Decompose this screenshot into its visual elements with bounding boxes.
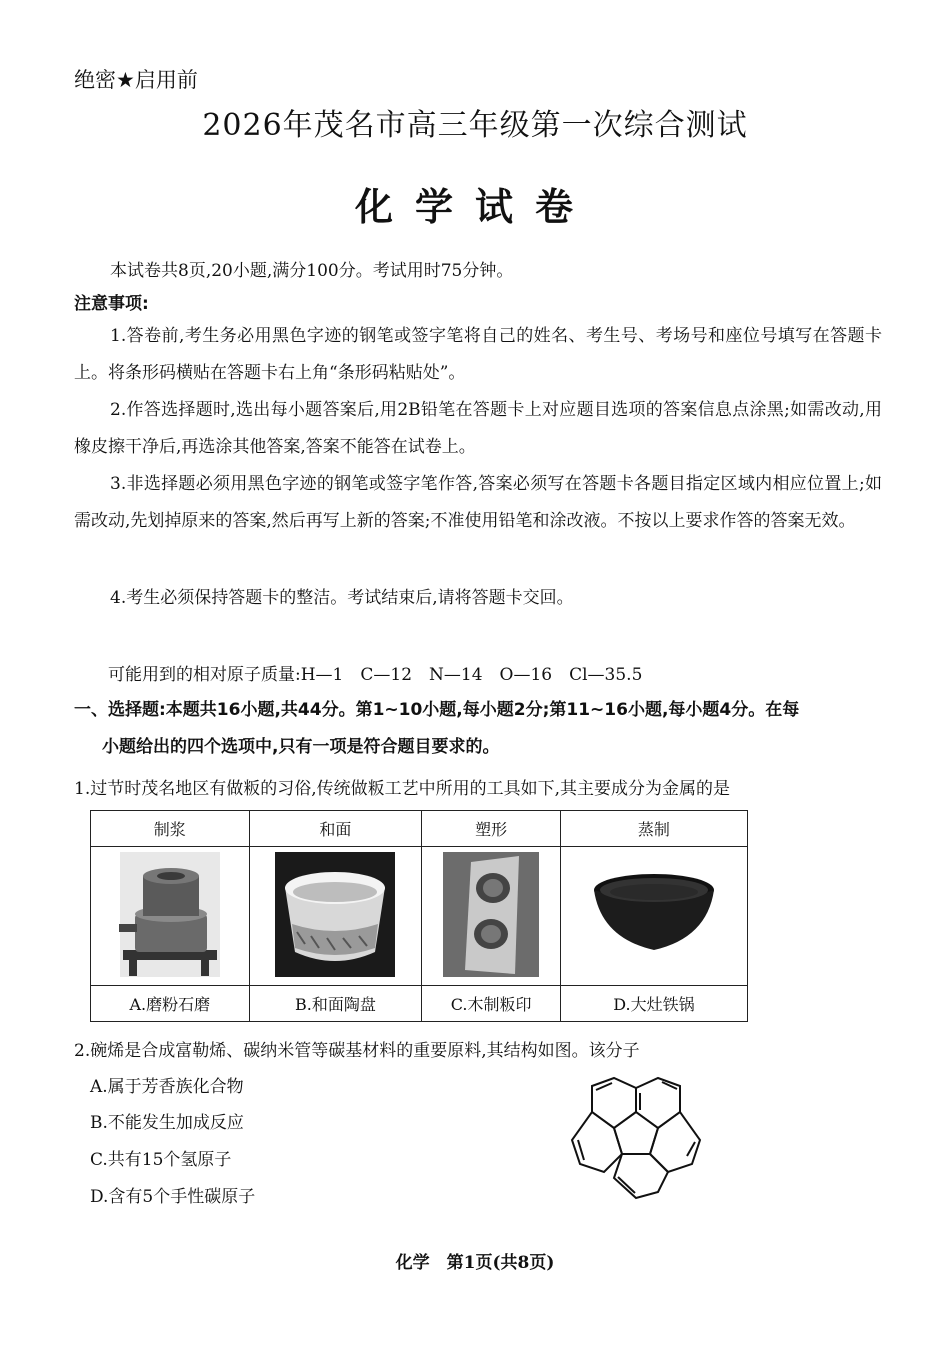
option-caption: C.木制粄印 xyxy=(422,986,561,1022)
section-1-line-1: 一、选择题:本题共16小题,共44分。第1~10小题,每小题2分;第11~16小题,每小题4分。在每 xyxy=(74,700,800,720)
confidential-label: 绝密★启用前 xyxy=(74,68,198,92)
question-2-option-d: D.含有5个手性碳原子 xyxy=(90,1187,256,1207)
table-header: 塑形 xyxy=(422,811,561,847)
exam-intro: 本试卷共8页,20小题,满分100分。考试用时75分钟。 xyxy=(110,261,514,281)
question-2-option-b: B.不能发生加成反应 xyxy=(90,1113,244,1133)
notice-item: 4.考生必须保持答题卡的整洁。考试结束后,请将答题卡交回。 xyxy=(110,588,574,608)
notice-item: 1.答卷前,考生务必用黑色字迹的钢笔或签字笔将自己的姓名、考生号、考场号和座位号填写在答题卡上。将条形码横贴在答题卡右上角“条形码粘贴处”。 xyxy=(74,326,882,383)
table-header: 蒸制 xyxy=(560,811,747,847)
option-caption: B.和面陶盘 xyxy=(249,986,422,1022)
wooden-mold-image xyxy=(422,847,561,986)
question-2-option-c: C.共有15个氢原子 xyxy=(90,1150,232,1170)
question-2-option-a: A.属于芳香族化合物 xyxy=(90,1077,244,1097)
section-1-instructions xyxy=(74,692,882,766)
option-caption: D.大灶铁锅 xyxy=(560,986,747,1022)
subject-title: 化学试卷 xyxy=(354,184,595,229)
section-1-line-2: 小题给出的四个选项中,只有一项是符合题目要求的。 xyxy=(102,737,500,757)
exam-title: 2026年茂名市高三年级第一次综合测试 xyxy=(202,108,748,143)
stone-mill-image xyxy=(91,847,250,986)
iron-wok-image xyxy=(560,847,747,986)
table-header: 制浆 xyxy=(91,811,250,847)
tools-table xyxy=(90,810,748,1022)
notice-item: 2.作答选择题时,选出每小题答案后,用2B铅笔在答题卡上对应题目选项的答案信息点涂黑;如需改动,用橡皮擦干净后,再选涂其他答案,答案不能答在试卷上。 xyxy=(74,400,882,457)
option-caption: A.磨粉石磨 xyxy=(91,986,250,1022)
notice-heading: 注意事项: xyxy=(74,294,149,314)
ceramic-bowl-image xyxy=(249,847,422,986)
notice-item: 3.非选择题必须用黑色字迹的钢笔或签字笔作答,答案必须写在答题卡各题目指定区域内相应位置上;如需改动,先划掉原来的答案,然后再写上新的答案;不准使用铅笔和涂改液。不按以上要求作答的答案无效。 xyxy=(74,474,882,531)
corannulene-structure xyxy=(556,1060,716,1210)
atomic-masses: 可能用到的相对原子质量:H—1 C—12 N—14 O—16 Cl—35.5 xyxy=(108,665,643,685)
question-1-stem: 1.过节时茂名地区有做粄的习俗,传统做粄工艺中所用的工具如下,其主要成分为金属的是 xyxy=(74,779,731,799)
page-footer: 化学 第1页(共8页) xyxy=(395,1253,555,1273)
question-2-stem: 2.碗烯是合成富勒烯、碳纳米管等碳基材料的重要原料,其结构如图。该分子 xyxy=(74,1041,640,1061)
table-header: 和面 xyxy=(249,811,422,847)
